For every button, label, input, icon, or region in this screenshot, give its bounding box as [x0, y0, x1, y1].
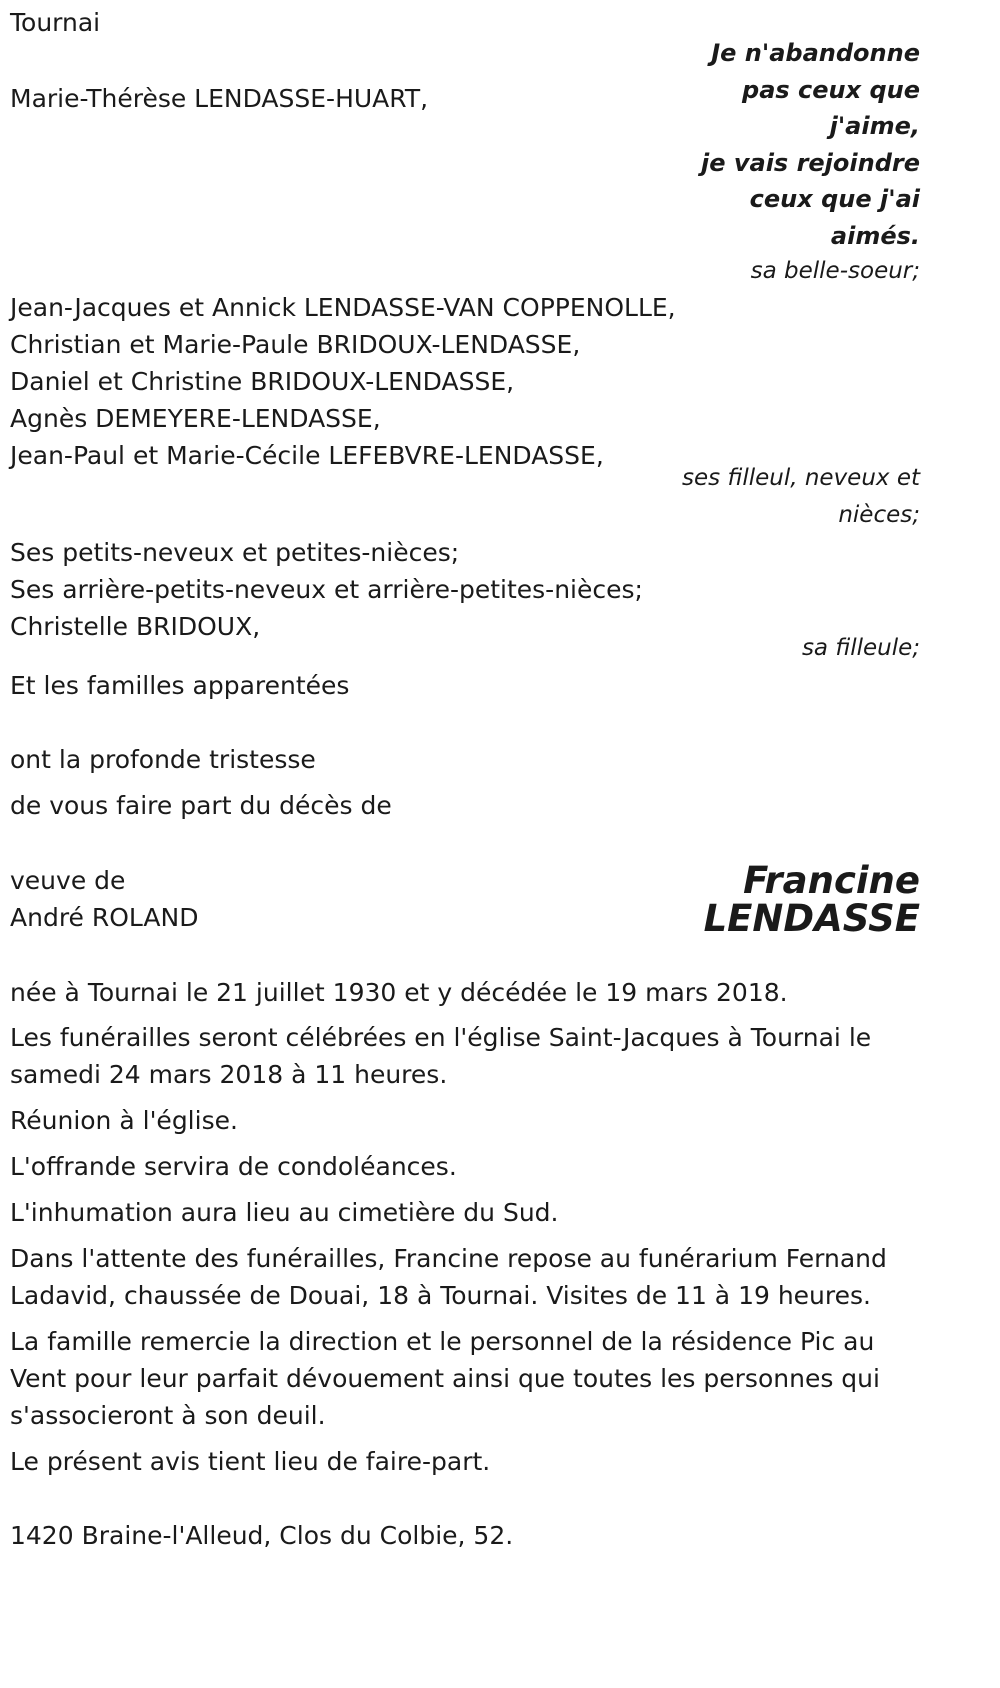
nephews-list [10, 289, 676, 474]
list-item: Ses petits-neveux et petites-nièces; [10, 538, 460, 567]
quote-line: je vais rejoindre [701, 148, 920, 177]
text-line: Les funérailles seront célébrées en l'église Saint-Jacques à Tournai le [10, 1023, 872, 1052]
list-item: Christian et Marie-Paule BRIDOUX-LENDASSE, [10, 330, 581, 359]
list-item: Ses arrière-petits-neveux et arrière-petites-nièces; [10, 575, 643, 604]
text-line: La famille remercie la direction et le personnel de la résidence Pic au [10, 1327, 875, 1356]
quote-line: pas ceux que [742, 75, 920, 104]
text-line: samedi 24 mars 2018 à 11 heures. [10, 1060, 448, 1089]
relation-line: ses filleul, neveux et [682, 465, 920, 491]
sister-in-law-relation: sa belle-soeur; [750, 258, 920, 284]
list-item: Daniel et Christine BRIDOUX-LENDASSE, [10, 367, 515, 396]
quote-line: aimés. [830, 221, 920, 250]
list-item: Jean-Paul et Marie-Cécile LEFEBVRE-LENDASSE, [10, 441, 604, 470]
city-heading: Tournai [10, 8, 101, 37]
offering-text: L'offrande servira de condoléances. [10, 1152, 457, 1181]
quote-block [701, 35, 920, 254]
notice-text: Le présent avis tient lieu de faire-part. [10, 1447, 491, 1476]
meeting-text: Réunion à l'église. [10, 1106, 238, 1135]
quote-line: j'aime, [829, 112, 920, 140]
quote-line: ceux que j'ai [749, 185, 920, 213]
burial-text: L'inhumation aura lieu au cimetière du Sud. [10, 1198, 559, 1227]
birth-death-text: née à Tournai le 21 juillet 1930 et y décédée le 19 mars 2018. [10, 978, 788, 1007]
husband-name: André ROLAND [10, 903, 199, 932]
widow-of-label: veuve de [10, 866, 126, 895]
quote-line: Je n'abandonne [711, 39, 920, 67]
text-line: Vent pour leur parfait dévouement ainsi que toutes les personnes qui [10, 1364, 880, 1393]
deceased-name [703, 859, 920, 940]
address-text: 1420 Braine-l'Alleud, Clos du Colbie, 52. [10, 1521, 514, 1550]
relation-line: nièces; [838, 502, 920, 528]
sister-in-law-name: Marie-Thérèse LENDASSE-HUART, [10, 84, 429, 113]
related-families: Et les familles apparentées [10, 671, 350, 700]
text-line: Dans l'attente des funérailles, Francine repose au funérarium Fernand [10, 1244, 887, 1273]
text-line: s'associeront à son deuil. [10, 1401, 326, 1430]
thanks-text [10, 1323, 910, 1434]
list-item: Christelle BRIDOUX, [10, 612, 261, 641]
other-relatives-list [10, 534, 643, 645]
widow-of-block [10, 862, 198, 936]
text-line: Ladavid, chaussée de Douai, 18 à Tournai. Visites de 11 à 19 heures. [10, 1281, 871, 1310]
nephews-relation [682, 460, 920, 534]
announcement-line-2: de vous faire part du décès de [10, 791, 392, 820]
deceased-first-name: Francine [743, 859, 920, 902]
list-item: Jean-Jacques et Annick LENDASSE-VAN COPPENOLLE, [10, 293, 676, 322]
goddaughter-relation: sa filleule; [801, 635, 920, 661]
funeral-text [10, 1019, 910, 1093]
list-item: Agnès DEMEYERE-LENDASSE, [10, 404, 381, 433]
viewing-text [10, 1240, 910, 1314]
deceased-last-name: LENDASSE [703, 897, 920, 940]
announcement-line-1: ont la profonde tristesse [10, 745, 316, 774]
